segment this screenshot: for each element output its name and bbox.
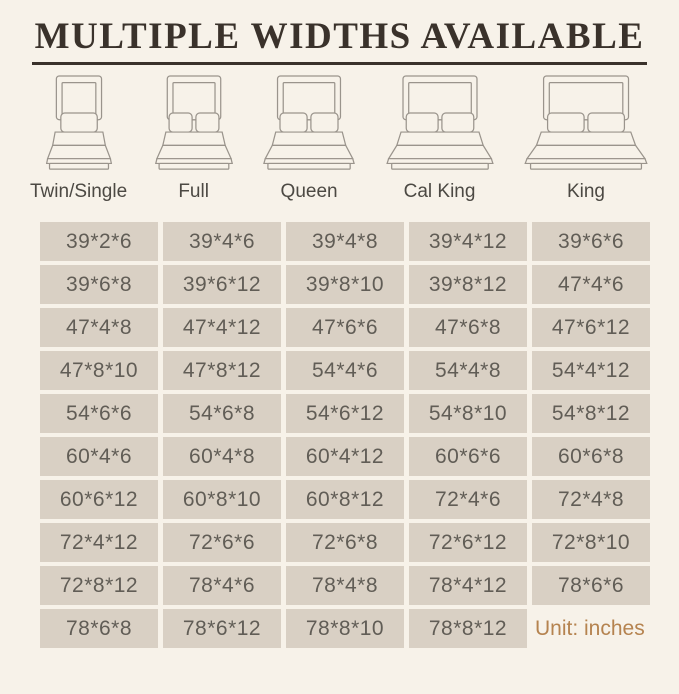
size-cell: 39*6*12 [163, 265, 281, 304]
size-cell: 72*6*6 [163, 523, 281, 562]
size-cell: 78*6*6 [532, 566, 650, 605]
unit-label: Unit: inches [535, 616, 645, 640]
size-cell: 39*6*8 [40, 265, 158, 304]
size-cell: 54*6*8 [163, 394, 281, 433]
bed-size-label: Full [178, 181, 209, 202]
bed-size-queen [260, 75, 358, 203]
bed-size-label: King [566, 181, 605, 202]
bed-icon [43, 75, 115, 172]
size-cell: 72*8*10 [532, 523, 650, 562]
size-cell: 78*4*12 [409, 566, 527, 605]
size-cell: 47*6*12 [532, 308, 650, 347]
size-cell: 47*8*12 [163, 351, 281, 390]
size-cell: 60*4*12 [286, 437, 404, 476]
page-title: MULTIPLE WIDTHS AVAILABLE [32, 15, 648, 65]
size-cell: 47*6*8 [409, 308, 527, 347]
size-cell: 60*4*8 [163, 437, 281, 476]
size-cell: 54*6*6 [40, 394, 158, 433]
size-cell: 47*4*6 [532, 265, 650, 304]
size-cell: 72*4*12 [40, 523, 158, 562]
bed-icon [383, 75, 497, 172]
size-cell: 39*6*6 [532, 222, 650, 261]
size-cell: 60*8*10 [163, 480, 281, 519]
size-cell: 39*4*6 [163, 222, 281, 261]
bed-size-cal-king [383, 75, 497, 203]
size-cell: 47*6*6 [286, 308, 404, 347]
size-cell: 78*6*12 [163, 609, 281, 648]
bed-size-label: Cal King [403, 181, 476, 202]
bed-size-label: Queen [280, 181, 338, 202]
bed-icon [152, 75, 236, 172]
size-cell: 78*8*10 [286, 609, 404, 648]
size-cell: 72*4*8 [532, 480, 650, 519]
size-cell: 39*2*6 [40, 222, 158, 261]
size-cell: 72*6*8 [286, 523, 404, 562]
size-cell: 60*6*6 [409, 437, 527, 476]
size-grid [40, 222, 650, 648]
size-cell: 60*6*8 [532, 437, 650, 476]
size-cell: 39*8*10 [286, 265, 404, 304]
bed-icon [521, 75, 651, 172]
size-cell: 78*4*6 [163, 566, 281, 605]
size-cell: 72*4*6 [409, 480, 527, 519]
size-cell: 54*4*8 [409, 351, 527, 390]
size-cell: 54*6*12 [286, 394, 404, 433]
size-cell: 54*4*12 [532, 351, 650, 390]
size-cell: 54*8*10 [409, 394, 527, 433]
size-cell: 60*8*12 [286, 480, 404, 519]
size-cell: 47*8*10 [40, 351, 158, 390]
size-cell: 78*6*8 [40, 609, 158, 648]
size-cell: 54*8*12 [532, 394, 650, 433]
bed-icon [260, 75, 358, 172]
bed-size-label: Twin/Single [30, 181, 128, 202]
size-cell: 60*4*6 [40, 437, 158, 476]
size-cell: 72*8*12 [40, 566, 158, 605]
size-cell: 39*8*12 [409, 265, 527, 304]
size-cell: 47*4*8 [40, 308, 158, 347]
size-cell: 78*8*12 [409, 609, 527, 648]
header [0, 15, 679, 65]
size-cell: 39*4*8 [286, 222, 404, 261]
bed-size-king [521, 75, 651, 203]
size-cell: 54*4*6 [286, 351, 404, 390]
size-cell: 47*4*12 [163, 308, 281, 347]
bed-illustrations [0, 77, 679, 203]
bed-size-full [152, 75, 236, 203]
bed-size-twin-single [30, 75, 127, 203]
size-cell: 78*4*8 [286, 566, 404, 605]
size-cell: 60*6*12 [40, 480, 158, 519]
size-cell: 72*6*12 [409, 523, 527, 562]
size-cell: 39*4*12 [409, 222, 527, 261]
